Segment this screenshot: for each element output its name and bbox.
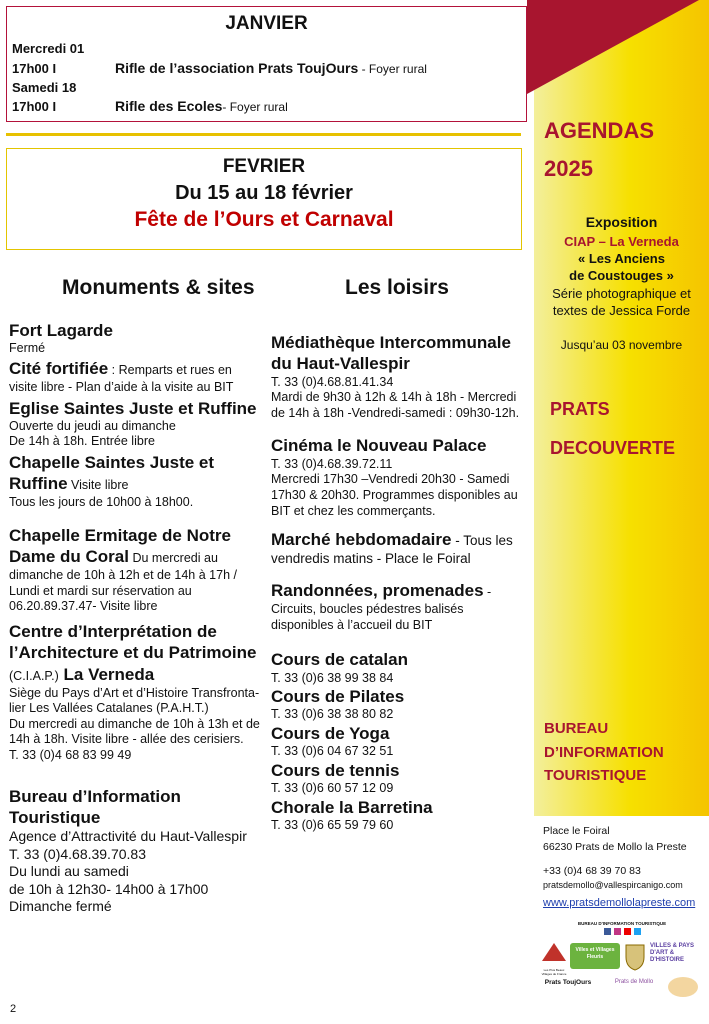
- social-icons: [538, 928, 706, 935]
- february-event: Fête de l’Ours et Carnaval: [134, 208, 394, 231]
- course-title-pilates: Cours de Pilates: [271, 687, 405, 707]
- expo-line-5: textes de Jessica Forde: [552, 303, 691, 318]
- rando-line-2: disponibles à l’accueil du BIT: [271, 617, 433, 632]
- course-title-tennis: Cours de tennis: [271, 760, 400, 780]
- facebook-icon[interactable]: [604, 928, 611, 935]
- cite-text-1: : Remparts et rues en: [108, 362, 232, 377]
- jan-day-2: Samedi 18: [12, 80, 77, 95]
- rando-title: Randonnées, promenades: [271, 581, 484, 600]
- chapelle-line-1: Tous les jours de 10h00 à 18h00.: [9, 495, 194, 510]
- chapelle-title-2: Ruffine: [9, 474, 68, 494]
- course-phone-tennis: T. 33 (0)6 60 57 12 09: [271, 781, 394, 796]
- contact-block: [543, 824, 707, 911]
- address-line-2: 66230 Prats de Mollo la Preste: [543, 840, 687, 853]
- eglise-line-1: Ouverte du jeudi au dimanche: [9, 418, 176, 433]
- january-box: [6, 6, 527, 122]
- jan-day-1: Mercredi 01: [12, 41, 85, 56]
- ermitage-line-1: dimanche de 10h à 12h et de 14h à 17h /: [9, 568, 237, 583]
- chapelle-visit: Visite libre: [67, 478, 129, 493]
- prats-de-mollo-logo: Prats de Mollo: [614, 979, 654, 985]
- ermitage-title-1: Chapelle Ermitage de Notre: [9, 525, 232, 545]
- media-line-2: Mardi de 9h30 à 12h & 14h à 18h - Mercredi: [271, 390, 517, 405]
- contact-email[interactable]: pratsdemollo@vallespircanigo.com: [543, 880, 683, 891]
- january-title: JANVIER: [225, 13, 308, 34]
- logos-banner: BUREAU D'INFORMATION TOURISTIQUE: [577, 921, 667, 926]
- february-dates: Du 15 au 18 février: [175, 182, 353, 204]
- course-title-chorale: Chorale la Barretina: [271, 797, 433, 817]
- cite-title: Cité fortifiée: [9, 358, 109, 378]
- cinema-line-1: T. 33 (0)4.68.39.72.11: [271, 456, 393, 471]
- course-phone-catalan: T. 33 (0)6 38 99 38 84: [271, 670, 394, 685]
- media-title-1: Médiathèque Intercommunale: [271, 333, 511, 352]
- agenda-sidebar: [534, 0, 709, 816]
- jan-time-1: 17h00 I: [12, 61, 57, 76]
- marche-line-1: vendredis matins - Place le Foiral: [271, 551, 471, 567]
- ciap-abbr: (C.I.A.P.): [9, 668, 59, 683]
- rando-line-1: Circuits, boucles pédestres balisés: [271, 602, 464, 616]
- cite-text-2: visite libre - Plan d’aide à la visite au BIT: [9, 379, 234, 394]
- ciap-title-1: Centre d’Interprétation de: [9, 622, 217, 641]
- villes-fleuris-logo: Villes et Villages Fleuris: [570, 943, 620, 969]
- jan-event-2: [115, 98, 288, 114]
- monuments-column: [9, 320, 271, 916]
- fort-status: Fermé: [9, 341, 46, 356]
- ciap-line-1: Siège du Pays d’Art et d’Histoire Transfronta-: [9, 685, 260, 700]
- sidebar-bureau-3: TOURISTIQUE: [544, 767, 647, 784]
- cinema-line-4: BIT et chez les commerçants.: [271, 503, 436, 518]
- media-line-1: T. 33 (0)4.68.81.41.34: [271, 374, 394, 389]
- address-line-1: Place le Foiral: [543, 825, 610, 837]
- crest-logo: [624, 943, 646, 971]
- sidebar-year: 2025: [544, 156, 593, 181]
- fort-title: Fort Lagarde: [9, 321, 113, 340]
- pays-art-logo: VILLES & PAYS D'ART & D'HISTOIRE: [650, 943, 695, 964]
- sidebar-bureau-1: BUREAU: [544, 720, 609, 737]
- media-line-3: de 14h à 18h -Vendredi-samedi : 09h30-12h.: [271, 405, 520, 420]
- bureau-title-2: Touristique: [9, 807, 101, 827]
- ciap-title-2: l’Architecture et du Patrimoine: [9, 643, 257, 663]
- prats-toujours-logo: Prats ToujOurs: [544, 979, 592, 986]
- instagram-icon[interactable]: [614, 928, 621, 935]
- contact-phone: +33 (0)4 68 39 70 83: [543, 864, 641, 877]
- cinema-line-2: Mercredi 17h30 –Vendredi 20h30 - Samedi: [271, 472, 510, 487]
- media-title-2: du Haut-Vallespir: [271, 354, 410, 374]
- sidebar-prats: PRATS: [550, 399, 610, 419]
- ciap-line-4: 14h à 18h. Visite libre - allée des cerisiers.: [9, 732, 244, 747]
- ermitage-inline: Du mercredi au: [128, 551, 218, 566]
- page-number: 2: [10, 1003, 17, 1015]
- sidebar-bureau-2: D’INFORMATION: [544, 744, 664, 761]
- cinema-title: Cinéma le Nouveau Palace: [271, 436, 487, 456]
- jan-event-2-title: Rifle des Ecoles: [115, 98, 223, 114]
- bureau-line-3: Du lundi au samedi: [9, 863, 129, 880]
- youtube-icon[interactable]: [624, 928, 631, 935]
- chapelle-title-1: Chapelle Saintes Juste et: [9, 453, 215, 472]
- jan-event-1-place: - Foyer rural: [358, 62, 427, 76]
- expo-line-1: CIAP – La Verneda: [564, 234, 679, 249]
- expo-title: Exposition: [585, 214, 658, 230]
- course-phone-pilates: T. 33 (0)6 38 38 80 82: [271, 707, 394, 722]
- plus-beaux-villages-logo: Les Plus Beaux Villages de France: [540, 941, 568, 971]
- course-title-catalan: Cours de catalan: [271, 650, 408, 670]
- ciap-name: La Verneda: [58, 664, 155, 684]
- february-box: [6, 148, 522, 250]
- expo-until: Jusqu’au 03 novembre: [560, 338, 683, 352]
- marche-title: Marché hebdomadaire: [271, 530, 452, 550]
- logos-area: [538, 921, 706, 1001]
- eglise-title: Eglise Saintes Juste et Ruffine: [9, 398, 257, 418]
- bureau-line-4: de 10h à 12h30- 14h00 à 17h00: [9, 880, 209, 897]
- expo-line-2: « Les Anciens: [578, 251, 665, 266]
- monuments-heading: Monuments & sites: [62, 276, 255, 299]
- february-title: FEVRIER: [222, 156, 306, 177]
- jan-event-1: [115, 60, 427, 76]
- course-phone-yoga: T. 33 (0)6 04 67 32 51: [271, 744, 394, 759]
- corner-triangle: [527, 0, 699, 94]
- jan-event-1-title: Rifle de l’association Prats ToujOurs: [115, 60, 359, 76]
- website-link[interactable]: www.pratsdemollolapreste.com: [543, 896, 696, 909]
- yellow-divider: [6, 133, 521, 136]
- bureau-title-1: Bureau d’Information: [9, 786, 181, 806]
- ciap-line-3: Du mercredi au dimanche de 10h à 13h et de: [9, 716, 260, 731]
- bureau-line-5: Dimanche fermé: [9, 898, 112, 915]
- jan-time-2: 17h00 I: [12, 99, 57, 114]
- course-title-yoga: Cours de Yoga: [271, 724, 390, 743]
- loisirs-column: [271, 332, 533, 834]
- ciap-line-5: T. 33 (0)4 68 83 99 49: [9, 748, 132, 762]
- marche-inline: - Tous les: [451, 533, 513, 549]
- cinema-line-3: 17h30 & 20h30. Programmes disponibles au: [271, 487, 518, 502]
- round-logo: [668, 977, 698, 997]
- sidebar-agendas: AGENDAS: [544, 118, 655, 143]
- eglise-line-2: De 14h à 18h. Entrée libre: [9, 434, 155, 449]
- rando-inline: -: [483, 585, 492, 599]
- jan-event-2-place: - Foyer rural: [222, 100, 288, 114]
- course-phone-chorale: T. 33 (0)6 65 59 79 60: [271, 818, 394, 832]
- ermitage-line-3: 06.20.89.37.47- Visite libre: [9, 599, 158, 614]
- expo-line-4: Série photographique et: [552, 286, 691, 301]
- sidebar-decouverte: DECOUVERTE: [550, 438, 676, 458]
- bureau-line-1: Agence d’Attractivité du Haut-Vallespir: [9, 828, 247, 845]
- ermitage-line-2: Lundi et mardi sur réservation au: [9, 583, 192, 598]
- ciap-line-2: lier Les Vallées Catalanes (P.A.H.T.): [9, 701, 209, 716]
- loisirs-heading: Les loisirs: [345, 276, 449, 299]
- bureau-line-2: T. 33 (0)4.68.39.70.83: [9, 845, 146, 862]
- ermitage-title-2: Dame du Coral: [9, 547, 129, 567]
- twitter-icon[interactable]: [634, 928, 641, 935]
- expo-line-3: de Coustouges »: [569, 268, 674, 283]
